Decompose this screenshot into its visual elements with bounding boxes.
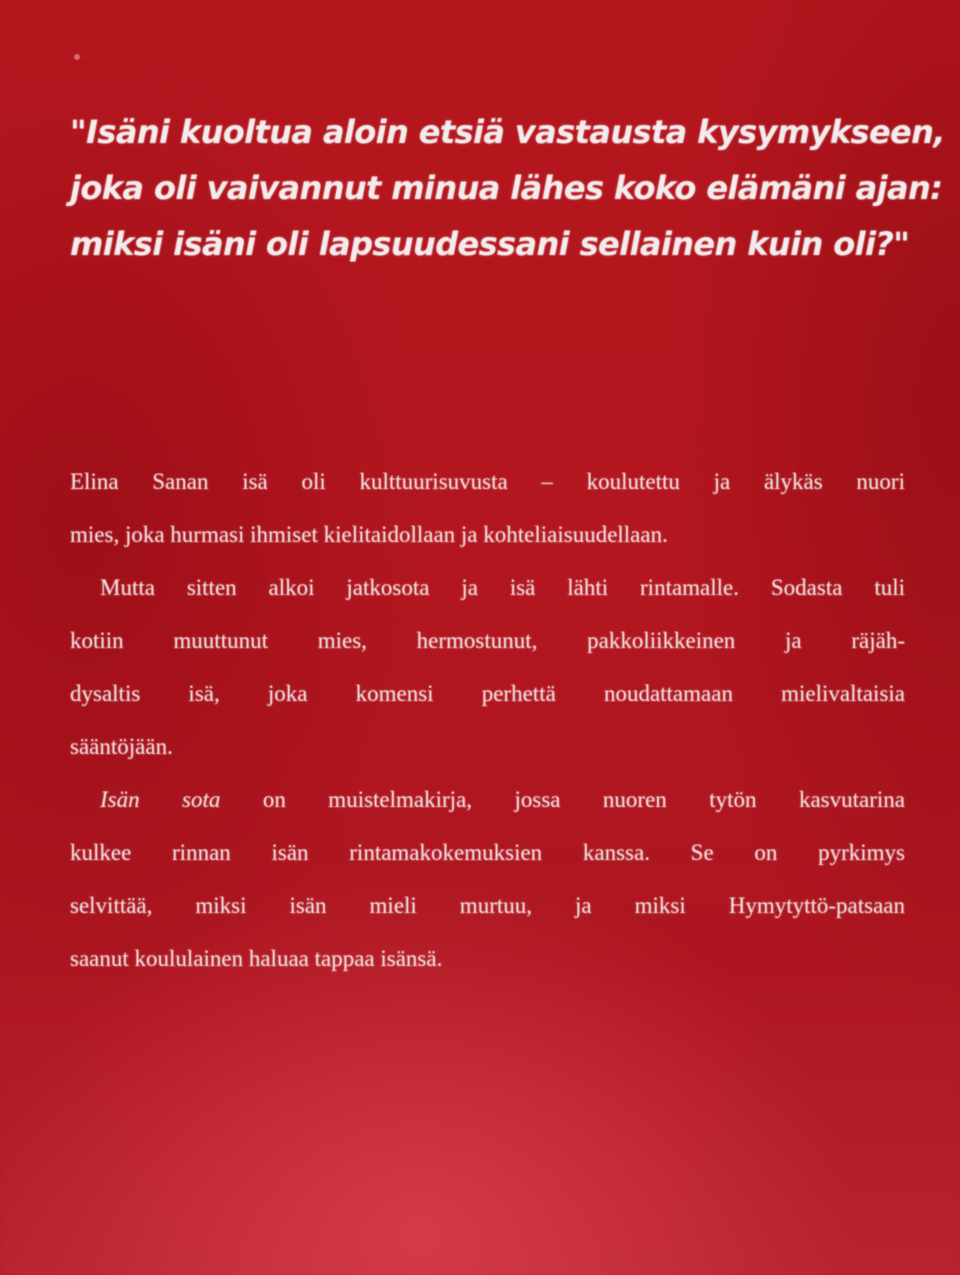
blurb-line: kulkee rinnan isän rintamakokemuksien kanssa. Se on pyrkimys: [70, 840, 905, 865]
blurb-paragraph-3: [70, 773, 905, 985]
dust-speck: [74, 54, 80, 60]
blurb-paragraph-1: [70, 455, 905, 561]
blurb-paragraph-2: [70, 561, 905, 773]
blurb-line: saanut koululainen haluaa tappaa isänsä.: [70, 946, 443, 971]
blurb-line: sääntöjään.: [70, 734, 173, 759]
blurb-line: Mutta sitten alkoi jatkosota ja isä lähti rintamalle. Sodasta tuli: [100, 575, 905, 600]
blurb-line: [70, 773, 905, 826]
cover-quote: [70, 104, 945, 272]
blurb-line: Elina Sanan isä oli kulttuurisuvusta – koulutettu ja älykäs nuori: [70, 469, 905, 494]
quote-line: "Isäni kuoltua aloin etsiä vastausta kysymykseen,: [70, 113, 945, 151]
blurb-line-rest: on muistelmakirja, jossa nuoren tytön kasvutarina: [220, 787, 905, 812]
quote-line: joka oli vaivannut minua lähes koko elämäni ajan:: [70, 169, 943, 207]
blurb-line: dysaltis isä, joka komensi perhettä noudattamaan mielivaltaisia: [70, 681, 905, 706]
quote-line: miksi isäni oli lapsuudessani sellainen kuin oli?": [70, 225, 910, 263]
book-title: Isän sota: [100, 787, 221, 812]
blurb-text: [70, 455, 905, 985]
blurb-line: selvittää, miksi isän mieli murtuu, ja miksi Hymytyttö-patsaan: [70, 893, 905, 918]
blurb-line: mies, joka hurmasi ihmiset kielitaidollaan ja kohteliaisuudellaan.: [70, 522, 668, 547]
blurb-line: kotiin muuttunut mies, hermostunut, pakkoliikkeinen ja räjäh-: [70, 628, 905, 653]
